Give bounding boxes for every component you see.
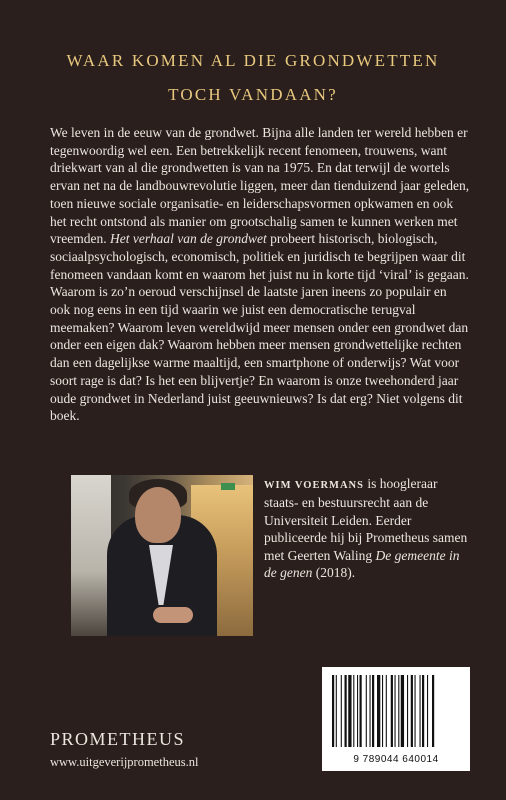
- back-cover-heading: [0, 44, 506, 112]
- blurb-part-2: probeert historisch, biologisch, sociaalpsychologisch, economisch, politiek en juridisch te begrijpen waar dit fenomeen vandaan komt en waarom het juist nu in korte tijd ‘viral’ is gegaan. Waarom is zo’n oeroud verschijnsel de laatste jaren ineens zo populair en ook nog eens in een tijd waarin we juist een democratische terugval meemaken? Waarom leven wereldwijd meer mensen onder een grondwet dan onder een eigen dak? Waarom hebben meer mensen grondwettelijke rechten dan een dagelijkse warme maaltijd, een smartphone of onderwijs? Wat voor soort rage is dat? Is het een blijvertje? En waarom is onze tweehonderd jaar oude grondwet in Nederland juist geeuwnieuws? Is dat erg? Niet volgens dit boek.: [50, 231, 469, 424]
- barcode-number: 9 789044 640014: [353, 754, 439, 765]
- author-bio: [264, 475, 474, 581]
- author-name: WIM VOERMANS: [264, 480, 364, 491]
- publisher-url[interactable]: www.uitgeverijprometheus.nl: [50, 755, 199, 769]
- blurb-text: [50, 124, 470, 425]
- author-bio-part-1: is hoogleraar staats- en bestuursrecht aan de Universiteit Leiden. Eerder publiceerde hij bij Prometheus samen met Geerten Waling: [264, 476, 468, 563]
- blurb-book-title: Het verhaal van de grondwet: [109, 231, 267, 247]
- heading-line-2: TOCH VANDAAN?: [168, 85, 338, 104]
- isbn-barcode: [322, 667, 470, 771]
- heading-line-1: WAAR KOMEN AL DIE GRONDWETTEN: [66, 51, 440, 70]
- barcode-bars-icon: [330, 675, 462, 747]
- author-bio-book: De gemeente in de genen: [264, 547, 460, 581]
- author-photo: [71, 475, 253, 636]
- publisher-logo: PROMETHEUS: [50, 729, 186, 749]
- author-bio-part-2: (2018).: [312, 565, 356, 581]
- blurb-part-1: We leven in de eeuw van de grondwet. Bijna alle landen ter wereld hebben er tegenwoordig wel een. Een betrekkelijk recent fenomeen, trouwens, want driekwart van al die grondwetten is van na 1975. En dat terwijl de wortels ervan net na de landbouwrevolutie liggen, meer dan tienduizend jaar geleden, toen nieuwe sociale organisatie- en leiderschapsvormen opkwamen en ook het recht ontstond als manier om grootschalig samen te kunnen werken met vreemden.: [50, 125, 470, 247]
